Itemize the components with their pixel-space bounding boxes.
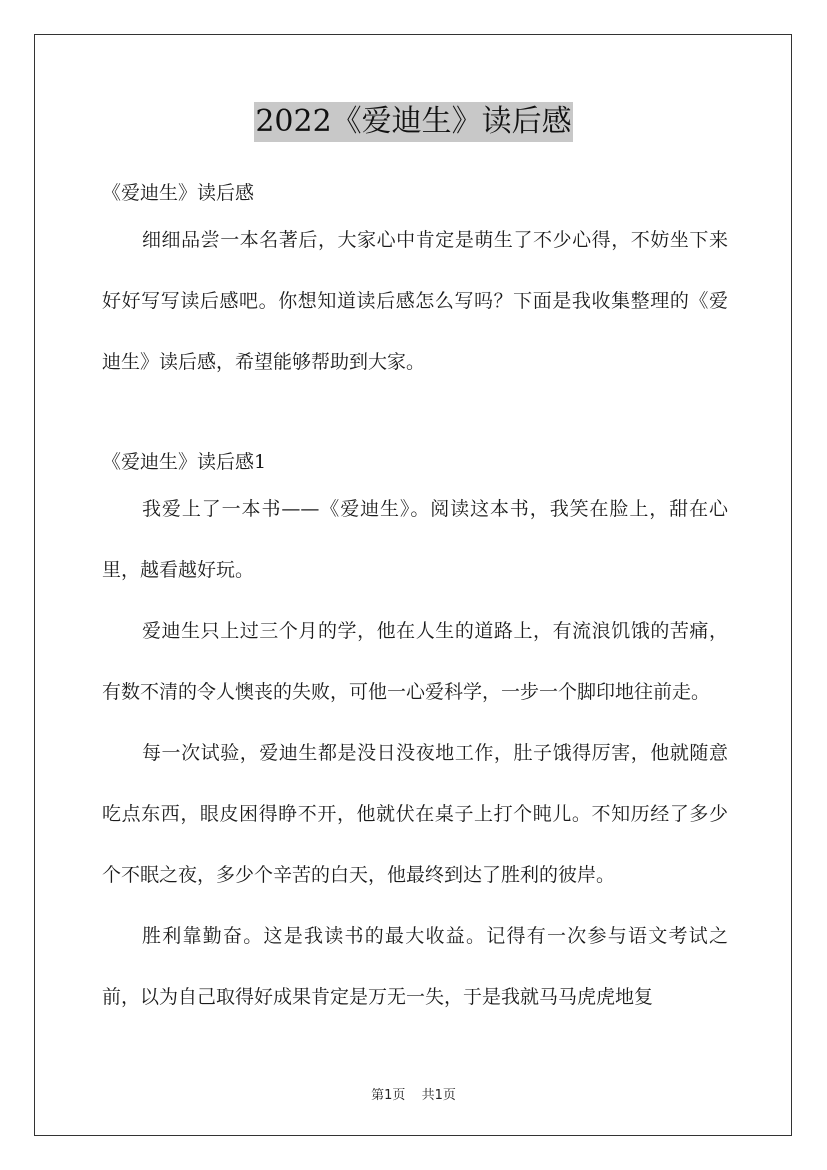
page-footer xyxy=(0,1084,827,1103)
body-paragraph-4: 胜利靠勤奋。这是我读书的最大收益。记得有一次参与语文考试之前，以为自己取得好成果肯定是万无一失，于是我就马马虎虎地复 xyxy=(102,925,728,1008)
document-body xyxy=(102,176,728,1028)
intro-heading: 《爱迪生》读后感 xyxy=(102,182,255,204)
body-paragraph-1: 我爱上了一本书——《爱迪生》。阅读这本书，我笑在脸上，甜在心里，越看越好玩。 xyxy=(102,498,728,581)
body-paragraph-3: 每一次试验，爱迪生都是没日没夜地工作，肚子饿得厉害，他就随意吃点东西，眼皮困得睁不开，他就伏在桌子上打个盹儿。不知历经了多少个不眠之夜，多少个辛苦的白天，他最终到达了胜利的彼岸。 xyxy=(102,742,728,886)
title-area xyxy=(0,102,827,142)
intro-paragraph: 细细品尝一本名著后，大家心中肯定是萌生了不少心得，不妨坐下来好好写写读后感吧。你想知道读后感怎么写吗？下面是我收集整理的《爱迪生》读后感，希望能够帮助到大家。 xyxy=(102,229,728,373)
page-count: 共1页 xyxy=(421,1088,456,1103)
page-number: 第1页 xyxy=(371,1088,406,1103)
section-gap xyxy=(102,393,728,445)
body-paragraph-2: 爱迪生只上过三个月的学，他在人生的道路上，有流浪饥饿的苦痛，有数不清的令人懊丧的失败，可他一心爱科学，一步一个脚印地往前走。 xyxy=(102,620,728,703)
section-heading: 《爱迪生》读后感1 xyxy=(102,451,267,473)
document-title: 2022《爱迪生》读后感 xyxy=(254,102,572,142)
